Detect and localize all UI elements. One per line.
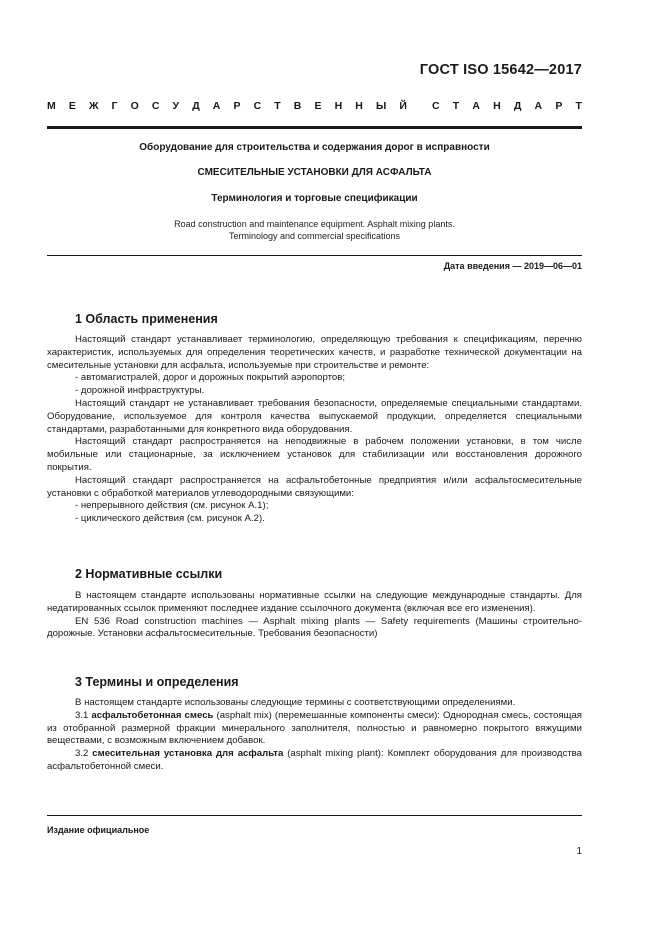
banner-letter: Т xyxy=(575,100,582,112)
paragraph: В настоящем стандарте использованы следующие термины с соответствующими определениями. xyxy=(75,697,516,708)
banner-letter: Р xyxy=(555,100,563,112)
banner-letter: Ж xyxy=(88,100,99,112)
banner-letter: Н xyxy=(493,100,501,112)
interstate-standard-banner xyxy=(47,100,582,112)
banner-letter: Ы xyxy=(375,100,387,112)
banner-letter: А xyxy=(534,100,543,112)
banner-letter: С xyxy=(432,100,440,112)
section-1-heading xyxy=(47,312,218,326)
header-rule xyxy=(47,126,582,129)
banner-letter: Д xyxy=(513,100,522,112)
section-2-body xyxy=(47,590,582,641)
banner-letter: Д xyxy=(192,100,200,112)
banner-letter: Е xyxy=(314,100,322,112)
term-number: 3.2 xyxy=(75,748,89,760)
banner-letter: М xyxy=(47,100,56,112)
banner-letter: Г xyxy=(111,100,118,112)
english-title-line-2: Terminology and commercial specifications xyxy=(228,231,401,241)
title-rule xyxy=(47,255,582,256)
list-item: - непрерывного действия (см. рисунок А.1); xyxy=(75,500,269,512)
paragraph: Настоящий стандарт устанавливает терминологию, определяющую требования к спецификациям, перечню характеристик, используемых для определения теоретических качеств, и разработке технической документации на смесительные установки для асфальта, используемые при строительстве и ремонте: xyxy=(47,334,582,371)
gost-number: ГОСТ ISO 15642—2017 xyxy=(419,62,582,78)
list-item: - дорожной инфраструктуры. xyxy=(75,385,205,397)
title-line-3: Терминология и торговые спецификации xyxy=(211,193,418,204)
banner-letter: Е xyxy=(68,100,76,112)
paragraph: Настоящий стандарт распространяется на неподвижные в рабочем положении установки, в том числе мобильные или стационарные, за исключением установок для стабилизации или восстановления дорожного покрытия. xyxy=(47,436,582,473)
section-3-heading xyxy=(47,675,239,689)
section-heading: 3 Термины и определения xyxy=(75,675,239,689)
banner-letter: Т xyxy=(274,100,281,112)
edition-note: Издание официальное xyxy=(47,825,150,835)
section-1-body xyxy=(47,334,582,526)
banner-letter: А xyxy=(472,100,480,112)
title-line-2: СМЕСИТЕЛЬНЫЕ УСТАНОВКИ ДЛЯ АСФАЛЬТА xyxy=(197,167,432,178)
list-item: - циклического действия (см. рисунок А.2). xyxy=(75,513,265,525)
paragraph: В настоящем стандарте использованы нормативные ссылки на следующие международные стандарты. Для недатированных ссылок применяют последнее издание ссылочного документа (включая все его изменения). xyxy=(47,590,582,614)
term-definition: (asphalt mixing plant): Комплект оборудования для производства асфальтобетонной смеси. xyxy=(47,748,582,772)
banner-letter: Н xyxy=(355,100,363,112)
footer-rule xyxy=(47,815,582,816)
english-title-line-1: Road construction and maintenance equipment. Asphalt mixing plants. xyxy=(174,219,455,229)
term-definition: (asphalt mix) (перемешанные компоненты смеси): Однородная смесь, состоящая из отобранной размерной фракции минерального заполнителя, полностью и равномерно покрытого вяжущими веществами, с возможным включением добавок. xyxy=(47,709,582,747)
term: смесительная установка для асфальта xyxy=(92,748,284,760)
english-title xyxy=(47,218,582,242)
banner-letter: У xyxy=(172,100,180,112)
section-heading: 2 Нормативные ссылки xyxy=(75,567,223,581)
paragraph: Настоящий стандарт не устанавливает требования безопасности, определяемые специальными стандартами. Оборудование, используемое для контроля качества выпускаемой продукции, определяется специальными стандартами, разработанными для конкретного вида оборудования. xyxy=(47,397,582,435)
term: асфальтобетонная смесь xyxy=(91,709,214,721)
banner-letter: С xyxy=(151,100,160,112)
term-definition-3-1 xyxy=(47,710,582,748)
banner-letter: Н xyxy=(334,100,343,112)
list-item: - автомагистралей, дорог и дорожных покрытий аэропортов; xyxy=(75,372,346,384)
paragraph: EN 536 Road construction machines — Asphalt mixing plants — Safety requirements (Машины строительно-дорожные. Установки асфальтосмесительные. Требования безопасности) xyxy=(47,615,582,640)
banner-letter: С xyxy=(253,100,262,112)
banner-letter: Й xyxy=(399,100,407,112)
section-2-heading xyxy=(47,567,222,581)
banner-letter: О xyxy=(130,100,139,112)
title-line-1: Оборудование для строительства и содержания дорог в исправности xyxy=(139,142,490,153)
term-definition-3-2 xyxy=(47,748,582,774)
banner-letter: А xyxy=(212,100,221,112)
section-heading: 1 Область применения xyxy=(75,312,218,326)
standard-word xyxy=(432,100,582,112)
banner-letter: Т xyxy=(452,100,460,112)
paragraph: Настоящий стандарт распространяется на асфальтобетонные предприятия и/или асфальтосмесительные установки с обработкой материалов углеводородными связующими: xyxy=(47,474,582,499)
term-number: 3.1 xyxy=(75,709,89,721)
section-3-body xyxy=(47,697,582,774)
page-number: 1 xyxy=(576,846,582,857)
banner-letter: Р xyxy=(233,100,241,112)
date-of-introduction: Дата введения — 2019—06—01 xyxy=(443,261,582,271)
banner-letter: В xyxy=(293,100,302,112)
interstate-word xyxy=(47,100,407,112)
